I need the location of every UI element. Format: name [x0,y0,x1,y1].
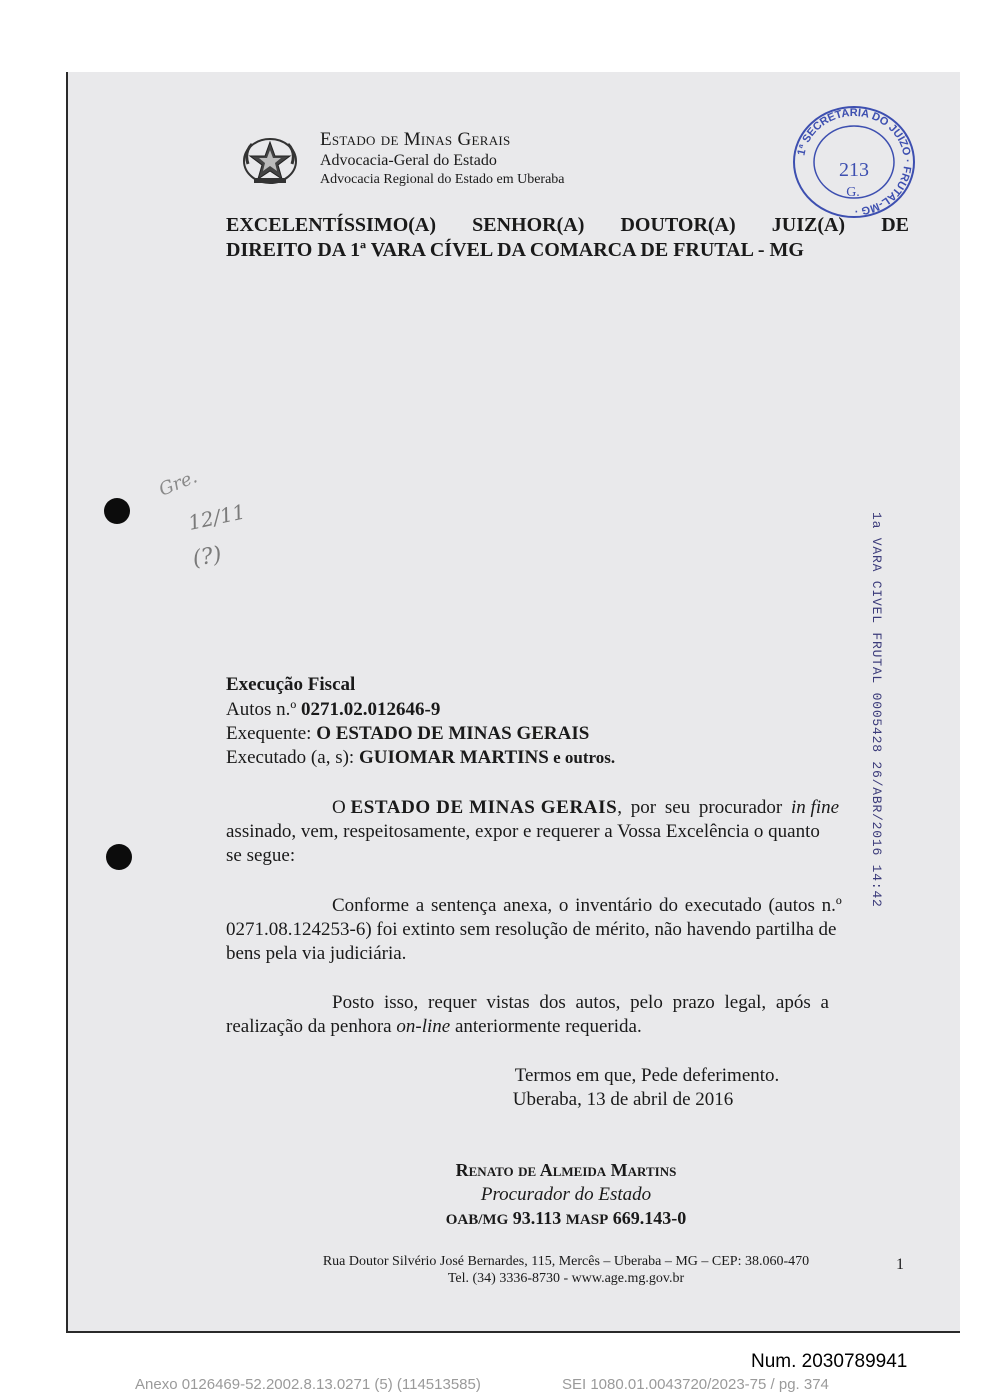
oab-label: OAB/MG [445,1212,509,1228]
handwriting-line: (?) [190,542,224,572]
footer-contact: Tel. (34) 3336-8730 - www.age.mg.gov.br [447,1271,685,1286]
protocol-stamp: 1a VARA CIVEL FRUTAL 0005428 26/ABR/2016 14:42 [869,512,884,908]
text-run: anteriormente requerida. [450,1016,642,1037]
executado-label: Executado (a, s): [226,747,359,768]
page-number: 1 [896,1256,904,1273]
addressee-line-2: DIREITO DA 1ª VARA CÍVEL DA COMARCA DE FRUTAL - MG [226,239,804,261]
executado-name: GUIOMAR MARTINS [358,747,549,768]
signatory-role: Procurador do Estado [480,1184,652,1205]
autos-label: Autos n.º [226,699,302,720]
addressee-word: JUIZ(A) [771,214,846,236]
handwriting-line: 12/11 [186,499,248,535]
punch-hole [104,498,130,524]
masp-number: 669.143-0 [608,1208,687,1228]
exequente-label: Exequente: [226,723,317,744]
paragraph-1-line [226,797,908,819]
handwriting-line: Gre. [156,466,201,501]
handwritten-note [150,458,260,588]
stamp-mark: G. [846,185,860,200]
oab-number: 93.113 [508,1208,566,1228]
executado-suffix: e outros. [548,748,616,767]
exequente-name: O ESTADO DE MINAS GERAIS [316,723,590,744]
coat-of-arms-icon [240,134,300,186]
paragraph-2-line: Conforme a sentença anexa, o inventário do executado (autos n.º [332,895,842,916]
footer-address: Rua Doutor Silvério José Bernardes, 115, Mercês – Uberaba – MG – CEP: 38.060-470 [322,1254,810,1269]
text-run: , por seu procurador [617,797,792,818]
addressee-word: DOUTOR(A) [620,214,736,236]
sei-reference: SEI 1080.01.0043720/2023-75 / pg. 374 [562,1376,829,1393]
court-stamp [787,100,922,218]
annex-reference: Anexo 0126469-52.2002.8.13.0271 (5) (114513585) [135,1376,481,1393]
header-regional: Advocacia Regional do Estado em Uberaba [320,172,565,187]
page-edge [66,1331,960,1333]
text-run: realização da penhora [226,1016,397,1037]
text-run: O [332,797,351,818]
text-run: in fine [791,797,840,818]
signatory-registration [266,1208,866,1229]
paragraph-2-line: bens pela via judiciária. [226,943,407,964]
addressee-word: EXCELENTÍSSIMO(A) [226,214,437,236]
paragraph-3-line: Posto isso, requer vistas dos autos, pelo prazo legal, após a [332,992,829,1013]
paragraph-1-line: assinado, vem, respeitosamente, expor e requerer a Vossa Excelência o quanto [226,821,820,842]
closing-date: Uberaba, 13 de abril de 2016 [512,1089,734,1110]
paragraph-2-line: 0271.08.124253-6) foi extinto sem resolução de mérito, não havendo partilha de [226,919,837,940]
punch-hole [106,844,132,870]
stamp-ring-text: 1ª SECRETARIA DO JUÍZO · FRUTAL-MG · [795,106,914,218]
case-autos [226,699,440,721]
text-run: ESTADO DE MINAS GERAIS [350,797,618,818]
closing-line: Termos em que, Pede deferimento. [514,1065,780,1086]
addressee-line-1 [226,214,909,237]
masp-label: MASP [565,1212,609,1228]
page-edge [66,72,68,1333]
paragraph-3-line [226,1016,908,1038]
header-state: Estado de Minas Gerais [320,129,511,150]
autos-number: 0271.02.012646-9 [301,699,441,720]
case-title: Execução Fiscal [226,674,356,695]
header-agency: Advocacia-Geral do Estado [320,152,497,169]
signatory-name: Renato de Almeida Martins [455,1160,677,1180]
document-number: Num. 2030789941 [751,1351,908,1372]
case-executado [226,747,615,769]
case-exequente [226,723,589,745]
addressee-word: DE [881,214,909,236]
paragraph-1-line: se segue: [226,845,296,866]
text-run: on-line [396,1016,451,1037]
addressee-word: SENHOR(A) [472,214,585,236]
stamp-number: 213 [839,159,869,181]
